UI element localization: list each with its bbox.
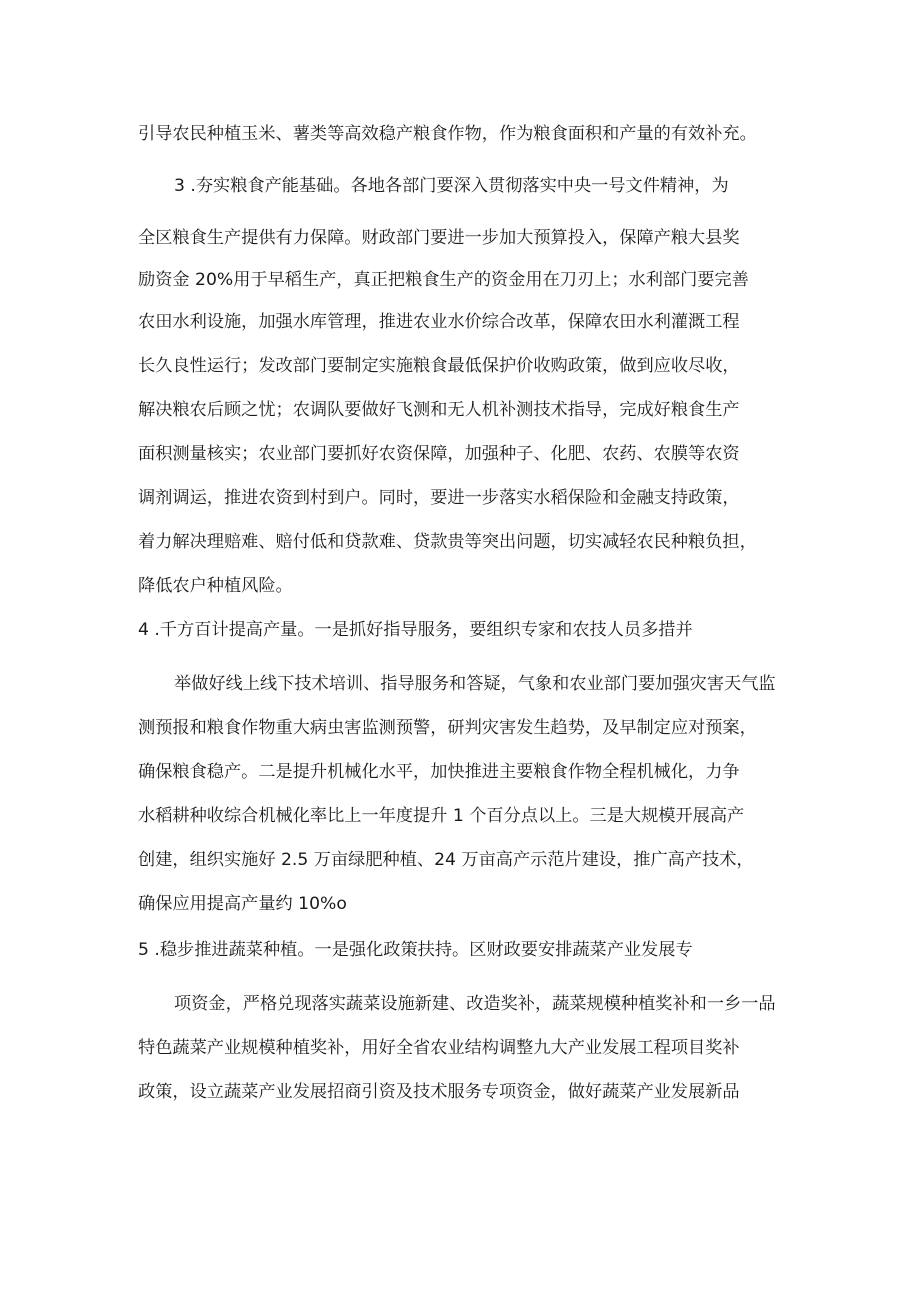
text-line: 5 .稳步推进蔬菜种植。一是强化政策扶持。区财政要安排蔬菜产业发展专 <box>138 940 693 960</box>
text-line: 确保应用提高产量约 10%o <box>138 894 347 914</box>
text-line <box>138 1164 798 1196</box>
text-line: 4 .千方百计提高产量。一是抓好指导服务，要组织专家和农技人员多措并 <box>138 620 693 640</box>
text-line: 引导农民种植玉米、薯类等高效稳产粮食作物，作为粮食面积和产量的有效补充。 <box>138 124 757 144</box>
text-line: 创建，组织实施好 2.5 万亩绿肥种植、24 万亩高产示范片建设，推广高产技术， <box>138 850 754 870</box>
text-line: 确保粮食稳产。二是提升机械化水平，加快推进主要粮食作物全程机械化，力争 <box>138 762 740 782</box>
paragraph-4-heading-line: 举做好线上线下技术培训、指导服务和答疑，气象和农业部门要加强灾害天气监 <box>174 674 776 694</box>
text-line: 着力解决理赔难、赔付低和贷款难、贷款贵等突出问题，切实减轻农民种粮负担， <box>138 532 757 552</box>
text-line: 测预报和粮食作物重大病虫害监测预警，研判灾害发生趋势，及早制定应对预案， <box>138 718 757 738</box>
text-line: 政策，设立蔬菜产业发展招商引资及技术服务专项资金，做好蔬菜产业发展新品 <box>138 1082 740 1102</box>
text-line: 励资金 20%用于早稻生产，真正把粮食生产的资金用在刀刃上；水利部门要完善 <box>138 270 749 290</box>
paragraph-3-heading-line: 3 .夯实粮食产能基础。各地各部门要深入贯彻落实中央一号文件精神，为 <box>174 176 729 196</box>
text-line: 全区粮食生产提供有力保障。财政部门要进一步加大预算投入，保障产粮大县奖 <box>138 228 740 248</box>
text-line: 水稻耕种收综合机械化率比上一年度提升 1 个百分点以上。三是大规模开展高产 <box>138 806 745 826</box>
text-line: 面积测量核实；农业部门要抓好农资保障，加强种子、化肥、农药、农膜等农资 <box>138 444 740 464</box>
text-line: 降低农户种植风险。 <box>138 576 293 596</box>
text-line: 调剂调运，推进农资到村到户。同时，要进一步落实水稻保险和金融支持政策， <box>138 488 740 508</box>
text-line: 解决粮农后顾之忧；农调队要做好飞测和无人机补测技术指导，完成好粮食生产 <box>138 400 740 420</box>
text-line: 特色蔬菜产业规模种植奖补，用好全省农业结构调整九大产业发展工程项目奖补 <box>138 1038 740 1058</box>
text-line: 长久良性运行；发改部门要制定实施粮食最低保护价收购政策，做到应收尽收， <box>138 356 740 376</box>
text-line: 农田水利设施，加强水库管理，推进农业水价综合改革，保障农田水利灌溉工程 <box>138 312 740 332</box>
paragraph-5-heading-line: 项资金，严格兑现落实蔬菜设施新建、改造奖补，蔬菜规模种植奖补和一乡一品 <box>174 994 776 1014</box>
text-line <box>138 1120 798 1152</box>
